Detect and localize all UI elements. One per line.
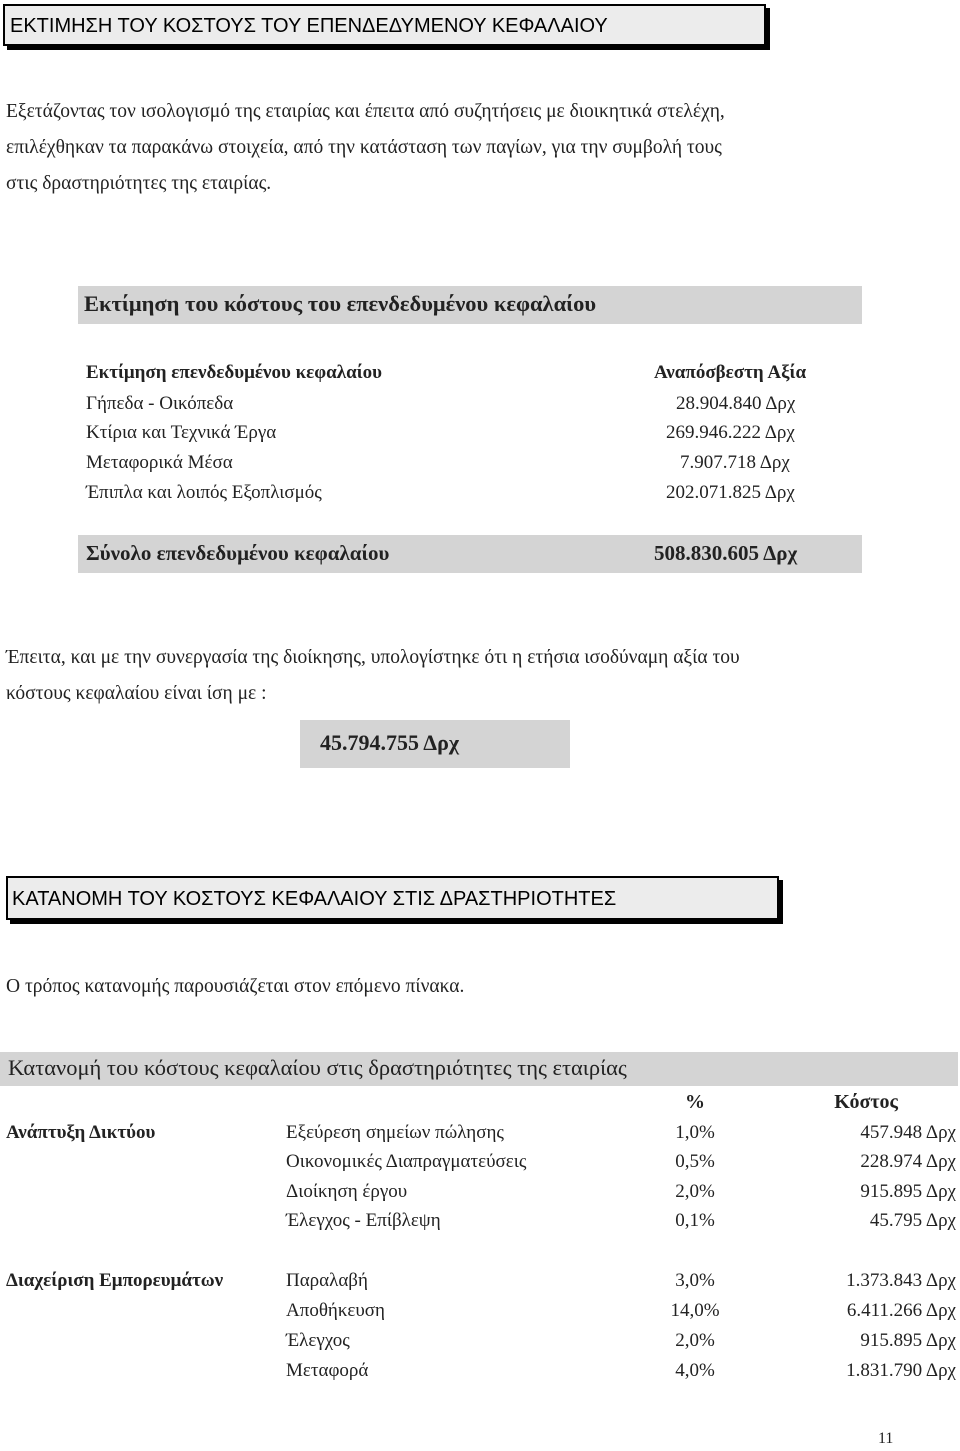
capital-row-value: 269.946.222 Δρχ: [666, 422, 795, 443]
activity-name: Εξεύρεση σημείων πώλησης: [286, 1122, 504, 1143]
activity-name: Διοίκηση έργου: [286, 1181, 408, 1202]
activity-cost: 228.974 Δρχ: [860, 1151, 956, 1172]
activity-name: Οικονομικές Διαπραγματεύσεις: [286, 1151, 527, 1172]
activity-percent: 0,5%: [675, 1151, 715, 1172]
annual-value: 45.794.755 Δρχ: [320, 730, 460, 755]
capital-total-label: Σύνολο επενδεδυμένου κεφαλαίου: [86, 541, 390, 565]
intro-paragraph: [6, 94, 946, 202]
paragraph-line: Έπειτα, και με την συνεργασία της διοίκησης, υπολογίστηκε ότι η ετήσια ισοδύναμη αξία του: [6, 647, 740, 668]
column-header-percent: %: [685, 1091, 705, 1113]
activity-cost: 457.948 Δρχ: [860, 1122, 956, 1143]
activity-cost: 1.373.843 Δρχ: [846, 1270, 956, 1291]
activity-cost: 915.895 Δρχ: [860, 1330, 956, 1351]
activity-cost: 915.895 Δρχ: [860, 1181, 956, 1202]
activity-percent: 4,0%: [675, 1360, 715, 1381]
activity-percent: 2,0%: [675, 1181, 715, 1202]
capital-table-header-value: Αναπόσβεστη Αξία: [654, 362, 807, 383]
group-name: Διαχείριση Εμπορευμάτων: [6, 1270, 224, 1291]
intro-line: επιλέχθηκαν τα παρακάνω στοιχεία, από την κατάσταση των παγίων, για την συμβολή τους: [6, 137, 722, 158]
page-number: 11: [878, 1430, 894, 1447]
activity-cost: 45.795 Δρχ: [869, 1210, 956, 1231]
activity-percent: 14,0%: [670, 1300, 720, 1321]
intro-line: στις δραστηριότητες της εταιρίας.: [6, 173, 272, 194]
annual-value-paragraph: [6, 640, 946, 712]
activity-cost: 1.831.790 Δρχ: [846, 1360, 956, 1381]
column-header-cost: Κόστος: [834, 1091, 898, 1113]
activity-name: Μεταφορά: [286, 1360, 369, 1381]
group-name: Ανάπτυξη Δικτύου: [6, 1122, 156, 1143]
activity-percent: 2,0%: [675, 1330, 715, 1351]
capital-table-title: Εκτίμηση του κόστους του επενδεδυμένου κεφαλαίου: [84, 291, 597, 316]
paragraph-line: κόστους κεφαλαίου είναι ίση με :: [6, 683, 267, 704]
activity-percent: 1,0%: [675, 1122, 715, 1143]
activity-name: Αποθήκευση: [286, 1300, 385, 1321]
activity-name: Έλεγχος - Επίβλεψη: [286, 1210, 441, 1231]
capital-row-label: Μεταφορικά Μέσα: [86, 452, 233, 473]
section-heading-capital-estimate: ΕΚΤΙΜΗΣΗ ΤΟΥ ΚΟΣΤΟΥΣ ΤΟΥ ΕΠΕΝΔΕΔΥΜΕΝΟΥ ΚΕΦΑΛΑΙΟΥ: [3, 4, 766, 46]
activity-name: Παραλαβή: [286, 1270, 368, 1291]
capital-row-value: 28.904.840 Δρχ: [676, 393, 796, 414]
capital-row-value: 202.071.825 Δρχ: [666, 482, 795, 503]
activity-percent: 0,1%: [675, 1210, 715, 1231]
capital-row-label: Κτίρια και Τεχνικά Έργα: [86, 422, 277, 443]
capital-row-label: Γήπεδα - Οικόπεδα: [86, 393, 234, 414]
capital-row-value: 7.907.718 Δρχ: [680, 452, 790, 473]
section-heading-cost-allocation: ΚΑΤΑΝΟΜΗ ΤΟΥ ΚΟΣΤΟΥΣ ΚΕΦΑΛΑΙΟΥ ΣΤΙΣ ΔΡΑΣΤΗΡΙΟΤΗΤΕΣ: [6, 876, 779, 920]
capital-table-header-label: Εκτίμηση επενδεδυμένου κεφαλαίου: [86, 362, 382, 383]
intro-line: Εξετάζοντας τον ισολογισμό της εταιρίας και έπειτα από συζητήσεις με διοικητικά στελέχη,: [6, 101, 725, 122]
capital-total-value: 508.830.605 Δρχ: [654, 541, 798, 565]
capital-row-label: Έπιπλα και λοιπός Εξοπλισμός: [86, 482, 322, 503]
activity-cost: 6.411.266 Δρχ: [846, 1300, 956, 1321]
activity-name: Έλεγχος: [286, 1330, 350, 1351]
activity-percent: 3,0%: [675, 1270, 715, 1291]
allocation-table-title: Κατανομή του κόστους κεφαλαίου στις δραστηριότητες της εταιρίας: [8, 1055, 627, 1080]
allocation-intro: Ο τρόπος κατανομής παρουσιάζεται στον επόμενο πίνακα.: [6, 976, 465, 997]
